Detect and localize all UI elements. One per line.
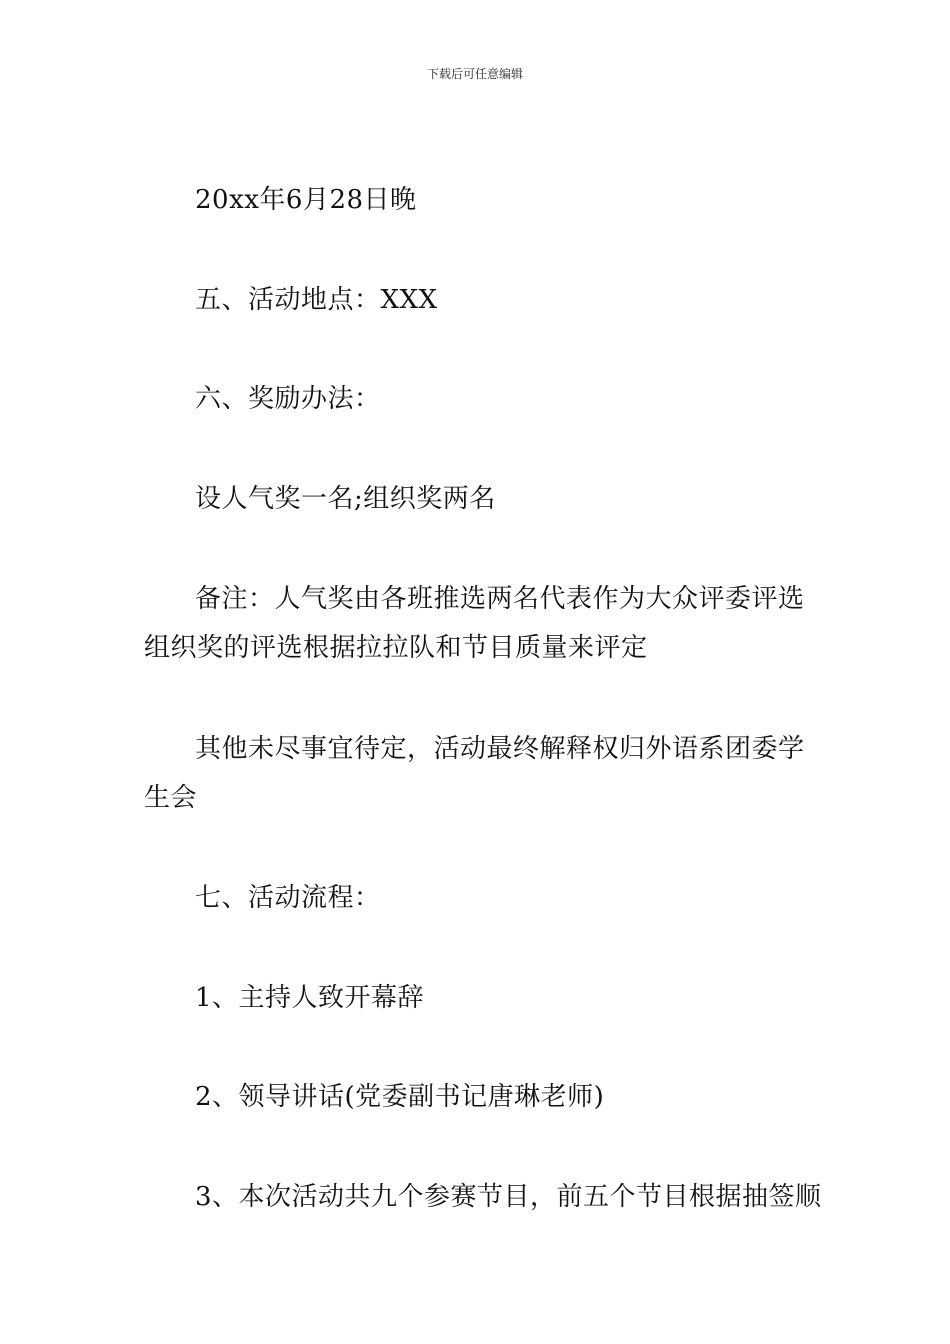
step-2: 2、领导讲话(党委副书记唐琳老师) <box>195 1082 605 1112</box>
awards-line: 设人气奖一名;组织奖两名 <box>195 484 496 514</box>
other-line-1: 其他未尽事宜待定，活动最终解释权归外语系团委学 <box>195 734 805 764</box>
remark-line-2: 组织奖的评选根据拉拉队和节目质量来评定 <box>144 633 648 663</box>
step-3: 3、本次活动共九个参赛节目，前五个节目根据抽签顺 <box>195 1182 822 1212</box>
section-7-heading: 七、活动流程： <box>195 883 381 913</box>
step-1: 1、主持人致开幕辞 <box>195 983 425 1013</box>
remark-line-1: 备注：人气奖由各班推选两名代表作为大众评委评选 <box>195 584 805 614</box>
other-line-2: 生会 <box>144 783 198 813</box>
section-6-heading: 六、奖励办法： <box>195 384 381 414</box>
page-header-note: 下载后可任意编辑 <box>426 67 523 81</box>
section-5-venue: 五、活动地点：XXX <box>195 285 438 315</box>
date-line: 20xx年6月28日晚 <box>195 185 417 215</box>
